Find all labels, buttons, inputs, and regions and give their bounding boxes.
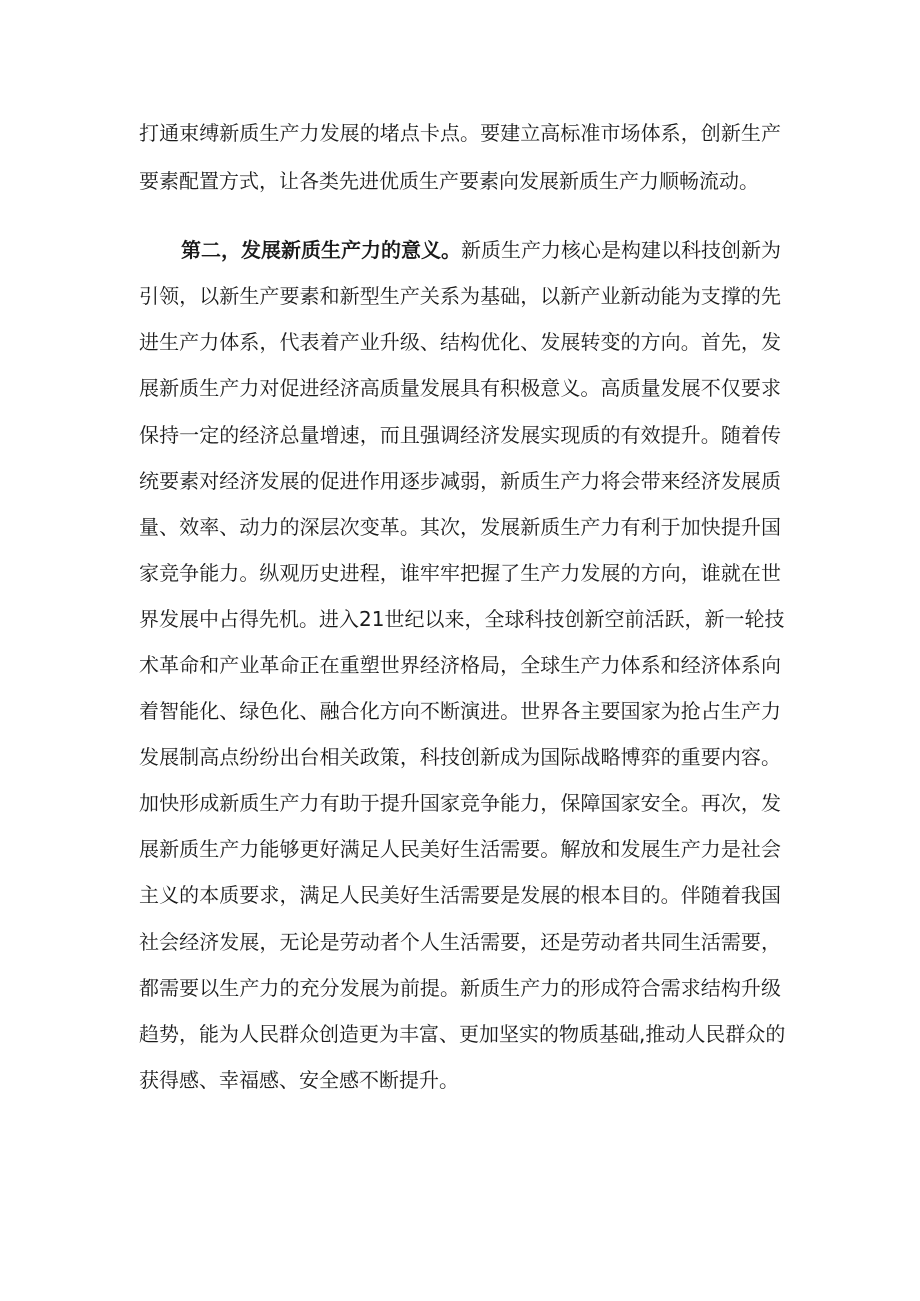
paragraph-2-first-line-text: 新质生产力核心是构建以科技创新为 [461, 238, 781, 262]
paragraph-2-line: 家竞争能力。纵观历史进程，谁牢牢把握了生产力发展的方向，谁就在世 [139, 561, 781, 585]
paragraph-2-line: 趋势，能为人民群众创造更为丰富、更加坚实的物质基础,推动人民群众的 [139, 1022, 786, 1046]
paragraph-2-first-line [181, 230, 781, 270]
paragraph-2-line: 引领，以新生产要素和新型生产关系为基础，以新产业新动能为支撑的先 [139, 284, 781, 308]
paragraph-2-last-line: 获得感、幸福感、安全感不断提升。 [139, 1068, 459, 1092]
paragraph-2-line: 加快形成新质生产力有助于提升国家竞争能力，保障国家安全。再次，发 [139, 791, 781, 815]
paragraph-2-line: 展新质生产力对促进经济高质量发展具有积极意义。高质量发展不仅要求 [139, 376, 781, 400]
paragraph-2-line: 统要素对经济发展的促进作用逐步减弱，新质生产力将会带来经济发展质 [139, 469, 781, 493]
paragraph-2-line: 保持一定的经济总量增速，而且强调经济发展实现质的有效提升。随着传 [139, 423, 781, 447]
paragraph-2-line: 量、效率、动力的深层次变革。其次，发展新质生产力有利于加快提升国 [139, 515, 781, 539]
paragraph-2-line: 着智能化、绿色化、融合化方向不断演进。世界各主要国家为抢占生产力 [139, 699, 781, 723]
paragraph-2-line: 都需要以生产力的充分发展为前提。新质生产力的形成符合需求结构升级 [139, 976, 781, 1000]
paragraph-2-line: 发展制高点纷纷出台相关政策，科技创新成为国际战略博弈的重要内容。 [139, 745, 781, 769]
paragraph-2-line: 术革命和产业革命正在重塑世界经济格局，全球生产力体系和经济体系向 [139, 653, 781, 677]
paragraph-2-line: 展新质生产力能够更好满足人民美好生活需要。解放和发展生产力是社会 [139, 837, 781, 861]
paragraph-2-line: 社会经济发展，无论是劳动者个人生活需要，还是劳动者共同生活需要， [139, 930, 781, 954]
paragraph-2-line: 界发展中占得先机。进入21世纪以来，全球科技创新空前活跃，新一轮技 [139, 607, 785, 631]
paragraph-2-line: 进生产力体系，代表着产业升级、结构优化、发展转变的方向。首先，发 [139, 330, 781, 354]
paragraph-1-line-1: 打通束缚新质生产力发展的堵点卡点。要建立高标准市场体系，创新生产 [139, 121, 781, 145]
paragraph-1-line-2: 要素配置方式，让各类先进优质生产要素向发展新质生产力顺畅流动。 [139, 169, 759, 193]
section-heading: 第二，发展新质生产力的意义。 [181, 238, 461, 262]
paragraph-2-line: 主义的本质要求，满足人民美好生活需要是发展的根本目的。伴随着我国 [139, 883, 781, 907]
